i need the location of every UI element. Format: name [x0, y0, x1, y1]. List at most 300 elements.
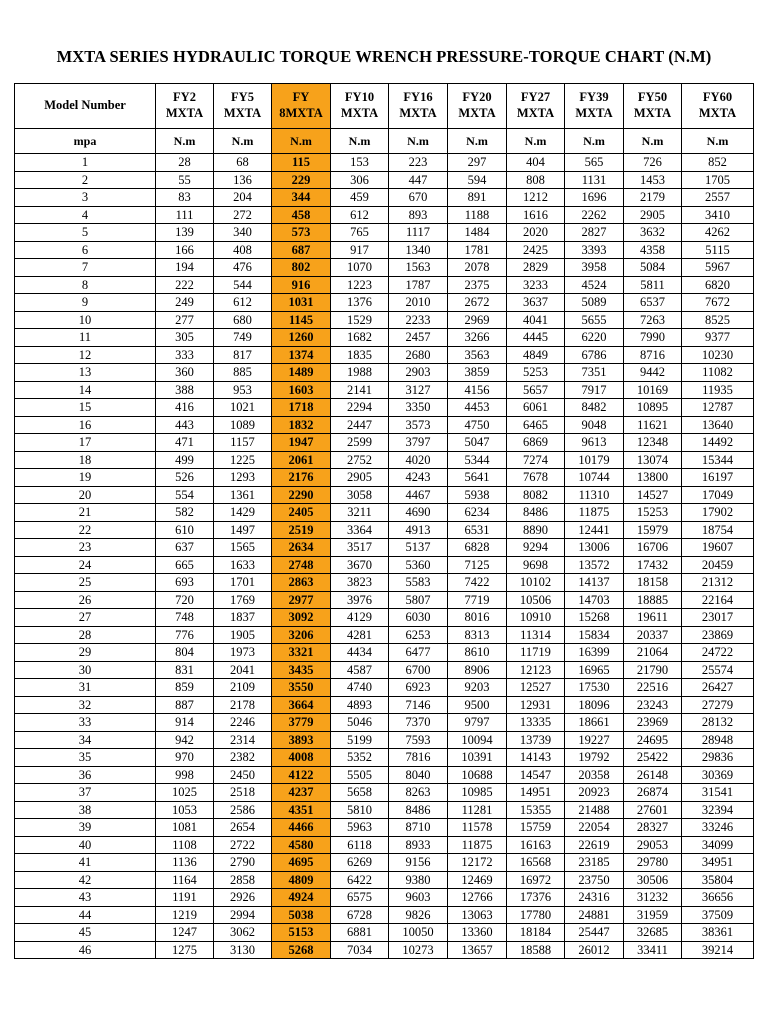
- torque-cell: 2010: [389, 294, 448, 312]
- pressure-cell: 5: [15, 224, 156, 242]
- pressure-cell: 28: [15, 626, 156, 644]
- table-row: [15, 294, 754, 312]
- table-row: [15, 556, 754, 574]
- pressure-cell: 17: [15, 434, 156, 452]
- torque-cell: 6253: [389, 626, 448, 644]
- torque-cell: 360: [156, 364, 214, 382]
- torque-cell: 10985: [448, 784, 507, 802]
- torque-cell: 914: [156, 714, 214, 732]
- torque-cell: 9203: [448, 679, 507, 697]
- pressure-cell: 1: [15, 154, 156, 172]
- torque-cell: 22516: [624, 679, 682, 697]
- torque-cell: 7034: [331, 941, 389, 959]
- table-row: [15, 766, 754, 784]
- torque-cell: 5268: [272, 941, 331, 959]
- torque-cell: 2680: [389, 346, 448, 364]
- torque-cell: 1832: [272, 416, 331, 434]
- torque-cell: 2858: [214, 871, 272, 889]
- torque-cell: 3632: [624, 224, 682, 242]
- torque-cell: 10230: [682, 346, 754, 364]
- torque-cell: 4008: [272, 749, 331, 767]
- torque-cell: 8313: [448, 626, 507, 644]
- torque-cell: 344: [272, 189, 331, 207]
- torque-cell: 34951: [682, 854, 754, 872]
- torque-cell: 115: [272, 154, 331, 172]
- torque-cell: 10094: [448, 731, 507, 749]
- torque-cell: 565: [565, 154, 624, 172]
- torque-cell: 859: [156, 679, 214, 697]
- torque-cell: 10744: [565, 469, 624, 487]
- torque-cell: 1260: [272, 329, 331, 347]
- torque-cell: 8486: [389, 801, 448, 819]
- torque-cell: 499: [156, 451, 214, 469]
- torque-cell: 1361: [214, 486, 272, 504]
- torque-cell: 804: [156, 644, 214, 662]
- torque-cell: 22619: [565, 836, 624, 854]
- torque-cell: 3393: [565, 241, 624, 259]
- torque-cell: 1835: [331, 346, 389, 364]
- pressure-cell: 30: [15, 661, 156, 679]
- torque-cell: 24722: [682, 644, 754, 662]
- torque-cell: 29053: [624, 836, 682, 854]
- torque-cell: 852: [682, 154, 754, 172]
- torque-cell: 7678: [507, 469, 565, 487]
- torque-cell: 2450: [214, 766, 272, 784]
- torque-cell: 28: [156, 154, 214, 172]
- model-header-cell: [331, 84, 389, 129]
- torque-cell: 2078: [448, 259, 507, 277]
- torque-cell: 9613: [565, 434, 624, 452]
- torque-cell: 802: [272, 259, 331, 277]
- torque-cell: 4237: [272, 784, 331, 802]
- torque-cell: 4524: [565, 276, 624, 294]
- torque-cell: 11082: [682, 364, 754, 382]
- unit-cell: N.m: [272, 129, 331, 154]
- unit-cell: N.m: [507, 129, 565, 154]
- torque-cell: 4467: [389, 486, 448, 504]
- model-name-line1: FY60: [702, 90, 733, 105]
- torque-cell: 1565: [214, 539, 272, 557]
- torque-cell: 10895: [624, 399, 682, 417]
- torque-cell: 1136: [156, 854, 214, 872]
- table-row: [15, 696, 754, 714]
- torque-cell: 1781: [448, 241, 507, 259]
- torque-cell: 3958: [565, 259, 624, 277]
- torque-cell: 3779: [272, 714, 331, 732]
- torque-cell: 891: [448, 189, 507, 207]
- torque-cell: 14143: [507, 749, 565, 767]
- torque-cell: 19227: [565, 731, 624, 749]
- pressure-cell: 20: [15, 486, 156, 504]
- torque-cell: 18661: [565, 714, 624, 732]
- torque-cell: 297: [448, 154, 507, 172]
- torque-cell: 917: [331, 241, 389, 259]
- torque-cell: 3364: [331, 521, 389, 539]
- table-row: [15, 749, 754, 767]
- torque-cell: 33411: [624, 941, 682, 959]
- torque-cell: 10506: [507, 591, 565, 609]
- pressure-cell: 42: [15, 871, 156, 889]
- torque-cell: 16163: [507, 836, 565, 854]
- torque-cell: 272: [214, 206, 272, 224]
- torque-cell: 3859: [448, 364, 507, 382]
- torque-cell: 8525: [682, 311, 754, 329]
- torque-cell: 2179: [624, 189, 682, 207]
- torque-cell: 18184: [507, 924, 565, 942]
- torque-cell: 1164: [156, 871, 214, 889]
- torque-cell: 726: [624, 154, 682, 172]
- model-header-cell: [624, 84, 682, 129]
- torque-cell: 21064: [624, 644, 682, 662]
- torque-cell: 1293: [214, 469, 272, 487]
- torque-cell: 4129: [331, 609, 389, 627]
- torque-cell: 7146: [389, 696, 448, 714]
- model-header-cell: [156, 84, 214, 129]
- torque-cell: 33246: [682, 819, 754, 837]
- torque-cell: 166: [156, 241, 214, 259]
- torque-cell: 2519: [272, 521, 331, 539]
- torque-cell: 5657: [507, 381, 565, 399]
- torque-cell: 998: [156, 766, 214, 784]
- torque-cell: 5344: [448, 451, 507, 469]
- table-row: [15, 224, 754, 242]
- torque-cell: 2178: [214, 696, 272, 714]
- torque-cell: 3058: [331, 486, 389, 504]
- torque-cell: 3976: [331, 591, 389, 609]
- torque-cell: 9380: [389, 871, 448, 889]
- torque-cell: 68: [214, 154, 272, 172]
- table-row: [15, 574, 754, 592]
- torque-cell: 1089: [214, 416, 272, 434]
- torque-cell: 2905: [331, 469, 389, 487]
- torque-cell: 9156: [389, 854, 448, 872]
- table-row: [15, 679, 754, 697]
- torque-cell: 12766: [448, 889, 507, 907]
- torque-cell: 16965: [565, 661, 624, 679]
- torque-cell: 443: [156, 416, 214, 434]
- torque-cell: 6030: [389, 609, 448, 627]
- torque-cell: 35804: [682, 871, 754, 889]
- torque-cell: 1157: [214, 434, 272, 452]
- torque-cell: 12348: [624, 434, 682, 452]
- table-row: [15, 451, 754, 469]
- torque-cell: 1837: [214, 609, 272, 627]
- torque-cell: 4587: [331, 661, 389, 679]
- model-header-cell: [565, 84, 624, 129]
- torque-cell: 26874: [624, 784, 682, 802]
- torque-cell: 1529: [331, 311, 389, 329]
- torque-cell: 10391: [448, 749, 507, 767]
- torque-cell: 38361: [682, 924, 754, 942]
- torque-cell: 10910: [507, 609, 565, 627]
- pressure-cell: 23: [15, 539, 156, 557]
- pressure-cell: 13: [15, 364, 156, 382]
- torque-cell: 4453: [448, 399, 507, 417]
- torque-cell: 26012: [565, 941, 624, 959]
- torque-cell: 10179: [565, 451, 624, 469]
- table-row: [15, 154, 754, 172]
- table-row: [15, 259, 754, 277]
- torque-cell: 5963: [331, 819, 389, 837]
- torque-cell: 8933: [389, 836, 448, 854]
- torque-cell: 5047: [448, 434, 507, 452]
- torque-cell: 3233: [507, 276, 565, 294]
- torque-cell: 1563: [389, 259, 448, 277]
- torque-cell: 5811: [624, 276, 682, 294]
- torque-cell: 665: [156, 556, 214, 574]
- torque-cell: 447: [389, 171, 448, 189]
- torque-cell: 6537: [624, 294, 682, 312]
- torque-cell: 2382: [214, 749, 272, 767]
- table-row: [15, 924, 754, 942]
- torque-cell: 12441: [565, 521, 624, 539]
- torque-cell: 34099: [682, 836, 754, 854]
- torque-cell: 748: [156, 609, 214, 627]
- torque-cell: 2722: [214, 836, 272, 854]
- torque-cell: 6869: [507, 434, 565, 452]
- torque-cell: 29836: [682, 749, 754, 767]
- torque-cell: 3517: [331, 539, 389, 557]
- torque-cell: 31959: [624, 906, 682, 924]
- torque-cell: 25447: [565, 924, 624, 942]
- pressure-cell: 41: [15, 854, 156, 872]
- torque-cell: 9377: [682, 329, 754, 347]
- torque-cell: 4913: [389, 521, 448, 539]
- torque-cell: 5038: [272, 906, 331, 924]
- torque-cell: 19792: [565, 749, 624, 767]
- torque-cell: 14703: [565, 591, 624, 609]
- torque-cell: 17049: [682, 486, 754, 504]
- torque-cell: 5153: [272, 924, 331, 942]
- pressure-cell: 34: [15, 731, 156, 749]
- torque-cell: 17376: [507, 889, 565, 907]
- torque-cell: 3127: [389, 381, 448, 399]
- model-name-line1: FY10: [344, 90, 375, 105]
- model-header-cell: [389, 84, 448, 129]
- torque-cell: 136: [214, 171, 272, 189]
- torque-cell: 14547: [507, 766, 565, 784]
- torque-cell: 13335: [507, 714, 565, 732]
- torque-cell: 27279: [682, 696, 754, 714]
- pressure-cell: 25: [15, 574, 156, 592]
- torque-cell: 1081: [156, 819, 214, 837]
- torque-cell: 6575: [331, 889, 389, 907]
- torque-cell: 610: [156, 521, 214, 539]
- torque-cell: 2748: [272, 556, 331, 574]
- torque-cell: 2141: [331, 381, 389, 399]
- table-row: [15, 714, 754, 732]
- torque-cell: 2061: [272, 451, 331, 469]
- torque-cell: 6531: [448, 521, 507, 539]
- torque-cell: 2290: [272, 486, 331, 504]
- torque-cell: 1212: [507, 189, 565, 207]
- table-row: [15, 189, 754, 207]
- torque-cell: 4924: [272, 889, 331, 907]
- torque-cell: 25422: [624, 749, 682, 767]
- torque-cell: 5807: [389, 591, 448, 609]
- torque-cell: 2969: [448, 311, 507, 329]
- pressure-cell: 3: [15, 189, 156, 207]
- torque-cell: 637: [156, 539, 214, 557]
- torque-cell: 459: [331, 189, 389, 207]
- torque-cell: 2375: [448, 276, 507, 294]
- torque-cell: 222: [156, 276, 214, 294]
- torque-cell: 39214: [682, 941, 754, 959]
- torque-cell: 1108: [156, 836, 214, 854]
- torque-cell: 3130: [214, 941, 272, 959]
- torque-cell: 2518: [214, 784, 272, 802]
- torque-cell: 2457: [389, 329, 448, 347]
- pressure-cell: 9: [15, 294, 156, 312]
- torque-cell: 5046: [331, 714, 389, 732]
- torque-cell: 2905: [624, 206, 682, 224]
- table-row: [15, 241, 754, 259]
- torque-cell: 1025: [156, 784, 214, 802]
- torque-cell: 6220: [565, 329, 624, 347]
- torque-cell: 7719: [448, 591, 507, 609]
- torque-cell: 1131: [565, 171, 624, 189]
- torque-cell: 2926: [214, 889, 272, 907]
- torque-cell: 2829: [507, 259, 565, 277]
- torque-cell: 749: [214, 329, 272, 347]
- torque-cell: 7370: [389, 714, 448, 732]
- table-row: [15, 609, 754, 627]
- torque-cell: 4351: [272, 801, 331, 819]
- model-name-line1: FY2: [173, 90, 196, 105]
- torque-cell: 28132: [682, 714, 754, 732]
- torque-cell: 16972: [507, 871, 565, 889]
- torque-cell: 11621: [624, 416, 682, 434]
- model-name-line1: FY50: [637, 90, 668, 105]
- torque-cell: 249: [156, 294, 214, 312]
- pressure-cell: 24: [15, 556, 156, 574]
- torque-cell: 1188: [448, 206, 507, 224]
- unit-cell: N.m: [389, 129, 448, 154]
- torque-cell: 3062: [214, 924, 272, 942]
- pressure-cell: 44: [15, 906, 156, 924]
- table-row: [15, 626, 754, 644]
- torque-cell: 5641: [448, 469, 507, 487]
- torque-cell: 9603: [389, 889, 448, 907]
- torque-cell: 5137: [389, 539, 448, 557]
- torque-cell: 2827: [565, 224, 624, 242]
- torque-cell: 3893: [272, 731, 331, 749]
- pressure-cell: 21: [15, 504, 156, 522]
- torque-cell: 4893: [331, 696, 389, 714]
- torque-cell: 4580: [272, 836, 331, 854]
- torque-cell: 7422: [448, 574, 507, 592]
- torque-cell: 1705: [682, 171, 754, 189]
- torque-cell: 3573: [389, 416, 448, 434]
- torque-cell: 2557: [682, 189, 754, 207]
- mpa-label: mpa: [15, 129, 156, 154]
- torque-cell: 21312: [682, 574, 754, 592]
- torque-cell: 1489: [272, 364, 331, 382]
- torque-cell: 4358: [624, 241, 682, 259]
- torque-cell: 2654: [214, 819, 272, 837]
- torque-cell: 7274: [507, 451, 565, 469]
- torque-cell: 10273: [389, 941, 448, 959]
- torque-cell: 23185: [565, 854, 624, 872]
- torque-cell: 1117: [389, 224, 448, 242]
- pressure-cell: 33: [15, 714, 156, 732]
- model-header-cell: [448, 84, 507, 129]
- torque-cell: 2246: [214, 714, 272, 732]
- torque-cell: 10050: [389, 924, 448, 942]
- table-row: [15, 399, 754, 417]
- torque-cell: 1701: [214, 574, 272, 592]
- torque-cell: 27601: [624, 801, 682, 819]
- torque-cell: 11719: [507, 644, 565, 662]
- torque-cell: 5655: [565, 311, 624, 329]
- table-row: [15, 486, 754, 504]
- torque-cell: 8710: [389, 819, 448, 837]
- table-row: [15, 941, 754, 959]
- torque-cell: 687: [272, 241, 331, 259]
- torque-cell: 204: [214, 189, 272, 207]
- torque-cell: 2903: [389, 364, 448, 382]
- torque-cell: 12469: [448, 871, 507, 889]
- torque-cell: 14951: [507, 784, 565, 802]
- torque-cell: 1633: [214, 556, 272, 574]
- torque-cell: 573: [272, 224, 331, 242]
- torque-cell: 12787: [682, 399, 754, 417]
- torque-cell: 1340: [389, 241, 448, 259]
- torque-cell: 2977: [272, 591, 331, 609]
- pressure-cell: 37: [15, 784, 156, 802]
- torque-cell: 885: [214, 364, 272, 382]
- torque-cell: 111: [156, 206, 214, 224]
- torque-cell: 8082: [507, 486, 565, 504]
- torque-cell: 23869: [682, 626, 754, 644]
- torque-cell: 2447: [331, 416, 389, 434]
- pressure-cell: 27: [15, 609, 156, 627]
- model-name-line1: FY: [292, 90, 310, 105]
- pressure-cell: 35: [15, 749, 156, 767]
- torque-cell: 1275: [156, 941, 214, 959]
- torque-cell: 5089: [565, 294, 624, 312]
- torque-cell: 1616: [507, 206, 565, 224]
- torque-cell: 306: [331, 171, 389, 189]
- torque-cell: 13572: [565, 556, 624, 574]
- torque-cell: 24316: [565, 889, 624, 907]
- torque-cell: 30506: [624, 871, 682, 889]
- torque-cell: 14137: [565, 574, 624, 592]
- unit-cell: N.m: [565, 129, 624, 154]
- torque-cell: 3637: [507, 294, 565, 312]
- torque-cell: 6477: [389, 644, 448, 662]
- torque-cell: 13074: [624, 451, 682, 469]
- torque-cell: 15834: [565, 626, 624, 644]
- torque-cell: 2994: [214, 906, 272, 924]
- torque-cell: 8040: [389, 766, 448, 784]
- unit-cell: N.m: [448, 129, 507, 154]
- torque-cell: 582: [156, 504, 214, 522]
- torque-cell: 776: [156, 626, 214, 644]
- torque-cell: 8263: [389, 784, 448, 802]
- torque-cell: 1973: [214, 644, 272, 662]
- torque-cell: 9500: [448, 696, 507, 714]
- pressure-cell: 38: [15, 801, 156, 819]
- torque-cell: 476: [214, 259, 272, 277]
- torque-cell: 36656: [682, 889, 754, 907]
- torque-cell: 4243: [389, 469, 448, 487]
- pressure-cell: 11: [15, 329, 156, 347]
- unit-cell: N.m: [624, 129, 682, 154]
- torque-cell: 3670: [331, 556, 389, 574]
- torque-cell: 333: [156, 346, 214, 364]
- model-header-row: [15, 84, 754, 129]
